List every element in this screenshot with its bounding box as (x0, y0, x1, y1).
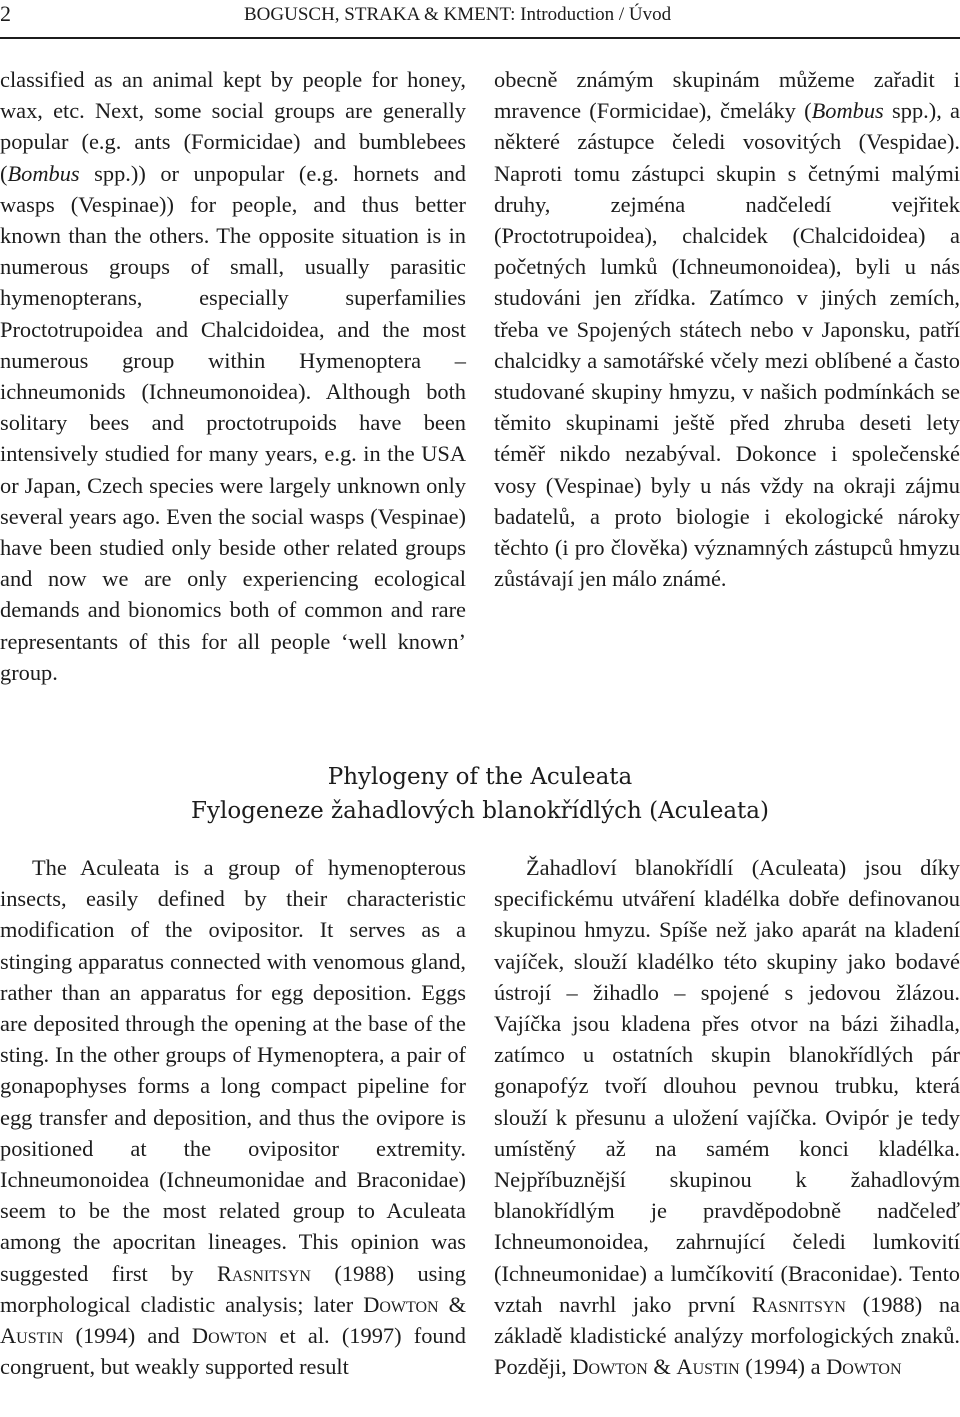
header-rule (0, 37, 960, 39)
text: obecně známým skupinám můžeme zařadit i mravence (Formicidae), čmeláky ( (494, 67, 960, 124)
text: (1988) na základě kladistické analýzy morfologických znaků. Později, (494, 1291, 960, 1380)
text: spp.)) or unpopular (e.g. hornets and wasps (Vespinae)) for people, and thus better known than the others. The opposite situation is in numerous groups of small, usually parasitic hymenopterans, especially superfamilies Proctotrupoidea and Chalcidoidea, and the most numerous group within Hymenoptera – ichneumonids (Ichneumonoidea). Although both solitary bees and proctotrupoids have been intensively studied for many years, e.g. in the USA or Japan, Czech species were largely unknown only several years ago. Even the social wasps (Vespinae) have been studied only beside other related groups and now we are only experiencing ecological demands and bionomics both of common and rare representants of this for all people ‘well known’ group. (0, 160, 466, 685)
text: (1994) a (739, 1354, 827, 1380)
author-name: Rasnitsyn (751, 1291, 846, 1317)
page-number: 2 (0, 1, 11, 26)
column-left-top (0, 64, 466, 688)
author-name: Rasnitsyn (216, 1260, 311, 1286)
text: et al. (1997) found congruent, but weakly supported result (0, 1323, 466, 1380)
text: classified as an animal kept by people for honey, wax, etc. Next, some social groups are generally popular (e.g. ants (Formicidae) and bumblebees ( (0, 67, 466, 186)
column-right-bottom (494, 852, 960, 1382)
paragraph-en-intro (0, 64, 466, 688)
page-header (0, 0, 960, 30)
paragraph-cz-intro (494, 64, 960, 594)
text: & (438, 1291, 466, 1317)
section-title-cz: Fylogeneze žahadlových blanokřídlých (Aculeata) (191, 798, 769, 824)
paragraph-cz-phylogeny (494, 852, 960, 1382)
text: (1988) using morphological cladistic analysis; later (0, 1260, 466, 1317)
text: (1994) and (63, 1323, 192, 1349)
author-name: Dowton (826, 1354, 902, 1380)
author-name: Dowton (572, 1354, 648, 1380)
author-name: Dowton (191, 1323, 268, 1349)
section-title-en: Phylogeny of the Aculeata (327, 764, 633, 790)
column-left-bottom (0, 852, 466, 1382)
paragraph-en-phylogeny (0, 852, 466, 1382)
text: & (647, 1354, 677, 1380)
author-name: Austin (676, 1354, 740, 1380)
section-heading (0, 760, 960, 828)
column-right-top (494, 64, 960, 594)
genus-name: Bombus (811, 98, 884, 124)
author-name: Dowton (363, 1291, 439, 1317)
author-name: Austin (0, 1323, 64, 1349)
genus-name: Bombus (7, 160, 80, 186)
text: Žahadloví blanokřídlí (Aculeata) jsou díky specifickému utváření kladélka dobře definovanou skupinou hmyzu. Spíše než jako aparát na kladení vajíček, slouží kladélko této skupiny jako bodavé ústrojí – žihadlo – spojené s jedovou žlázou. Vajíčka jsou kladena přes otvor na bázi žihadla, zatímco u ostatních skupin blanokřídlých pár gonapofýz tvoří dlouhou pevnou trubku, která slouží k přesunu a uložení vajíčka. Ovipór je tedy umístěný až na samém konci kladélka. Nejpříbuznější skupinou k žahadlovým blanokřídlým je pravděpodobně nadčeleď Ichneumonoidea, zahrnující čeledi lumkovití (Ichneumonidae) a lumčíkovití (Braconidae). Tento vztah navrhl jako první (494, 855, 960, 1317)
text: The Aculeata is a group of hymenopterous insects, easily defined by their characteristic modification of the ovipositor. It serves as a stinging apparatus connected with venomous gland, rather than an apparatus for egg deposition. Eggs are deposited through the opening at the base of the sting. In the other groups of Hymenoptera, a pair of gonapophyses forms a long compact pipeline for egg transfer and deposition, and thus the ovipore is positioned at the ovipositor extremity. Ichneumonoidea (Ichneumonidae and Braconidae) seem to be the most related group to Aculeata among the apocritan lineages. This opinion was suggested first by (0, 855, 466, 1286)
text: spp.), a některé zástupce čeledi vosovitých (Vespidae). Naproti tomu zástupci skupin s četnými malými druhy, zejména nadčeledí vejřitek (Proctotrupoidea), chalcidek (Chalcidoidea) a početných lumků (Ichneumonoidea), byli u nás studováni jen zřídka. Zatímco v jiných zemích, třeba ve Spojených státech nebo v Japonsku, patří chalcidky a samotářské včely mezi oblíbené a často studované skupiny hmyzu, v našich podmínkách se těmito skupinami ještě před zhruba deseti lety téměř nikdo nezabýval. Dokonce i společenské vosy (Vespinae) byly u nás vždy na okraji zájmu badatelů, a proto biologie i ekologické nároky těchto (i pro člověka) významných zástupců hmyzu zůstávají jen málo známé. (494, 98, 960, 592)
running-head: BOGUSCH, STRAKA & KMENT: Introduction / Úvod (244, 4, 672, 25)
